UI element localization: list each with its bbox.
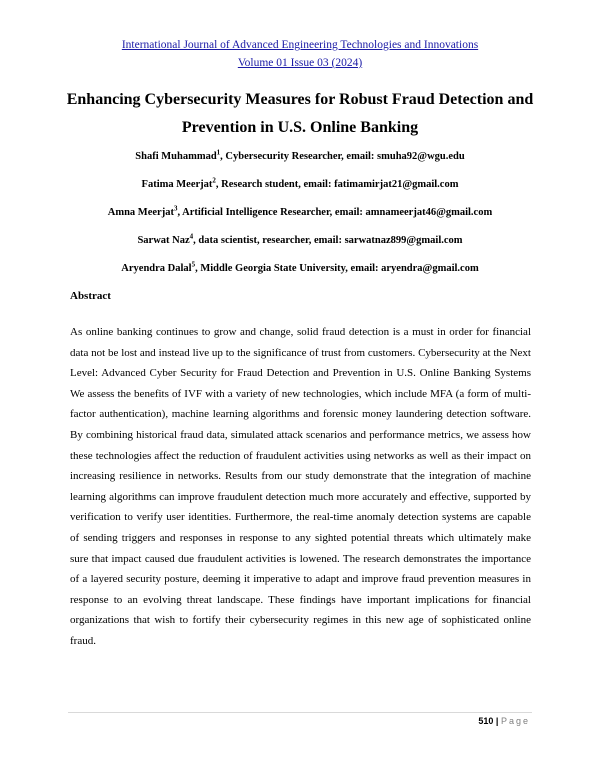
author-details: , Cybersecurity Researcher, email: smuha92@wgu.edu xyxy=(220,151,465,162)
page-label: Page xyxy=(500,716,530,726)
footer-separator: | xyxy=(495,716,499,726)
author-details: , Artificial Intelligence Researcher, email: amnameerjat46@gmail.com xyxy=(177,207,493,218)
author-name: Shafi Muhammad xyxy=(135,151,217,162)
author-affiliation-number: 2 xyxy=(212,176,216,185)
author-name: Fatima Meerjat xyxy=(141,179,213,190)
author-line xyxy=(50,150,550,178)
author-details: , Middle Georgia State University, email: aryendra@gmail.com xyxy=(195,263,479,274)
abstract-body: As online banking continues to grow and change, solid fraud detection is a must in order for financial data not be lost and instead live up to the significance of trust from customers. Cybersecurity at the Next Level: Advanced Cyber Security for Fraud Detection and Prevention in U.S. Online Banking Systems We assess the benefits of IVF with a variety of new technologies, which include MFA (a form of multi-factor authentication), machine learning algorithms and forensic money laundering detection software. By combining historical fraud data, simulated attack scenarios and performance metrics, we assess how these technologies affect the reduction of fraudulent activities using networks as well as their impact on increasing resilience in networks. Results from our study demonstrate that the integration of machine learning algorithms can improve fraudulent detection much more accurately and effective, supported by verification to verify user identities. Furthermore, the real-time anomaly detection systems are capable of sending triggers and responses in response to any sighted potential threats which ultimately make sure that impact caused due fraudulent activities is lowened. The research demonstrates the importance of a layered security posture, deeming it imperative to adapt and improve fraud prevention measures in response to an evolving threat landscape. These findings have important implications for financial organizations that wish to fortify their cybersecurity regimes in this new age of sophisticated online fraud. xyxy=(70,326,531,647)
author-name: Amna Meerjat xyxy=(107,207,174,218)
page-number: 510 xyxy=(478,716,494,726)
author-list xyxy=(50,150,550,290)
footer-divider xyxy=(68,712,532,713)
paper-title: Enhancing Cybersecurity Measures for Robust Fraud Detection and Prevention in U.S. Online Banking xyxy=(66,91,534,136)
author-line xyxy=(50,178,550,206)
author-line xyxy=(50,206,550,234)
author-line xyxy=(50,234,550,262)
author-affiliation-number: 1 xyxy=(216,148,221,157)
author-affiliation-number: 5 xyxy=(191,260,196,269)
author-details: , Research student, email: fatimamirjat21@gmail.com xyxy=(215,179,459,190)
author-name: Aryendra Dalal xyxy=(121,263,192,274)
page-footer xyxy=(478,716,530,726)
author-affiliation-number: 4 xyxy=(189,232,194,241)
author-details: , data scientist, researcher, email: sarwatnaz899@gmail.com xyxy=(193,235,463,246)
journal-volume[interactable]: Volume 01 Issue 03 (2024) xyxy=(237,57,363,69)
author-line xyxy=(50,262,550,290)
author-affiliation-number: 3 xyxy=(173,204,178,213)
journal-header xyxy=(0,36,600,72)
abstract-heading: Abstract xyxy=(70,290,111,302)
journal-name[interactable]: International Journal of Advanced Engineering Technologies and Innovations xyxy=(121,39,479,51)
author-name: Sarwat Naz xyxy=(137,235,190,246)
